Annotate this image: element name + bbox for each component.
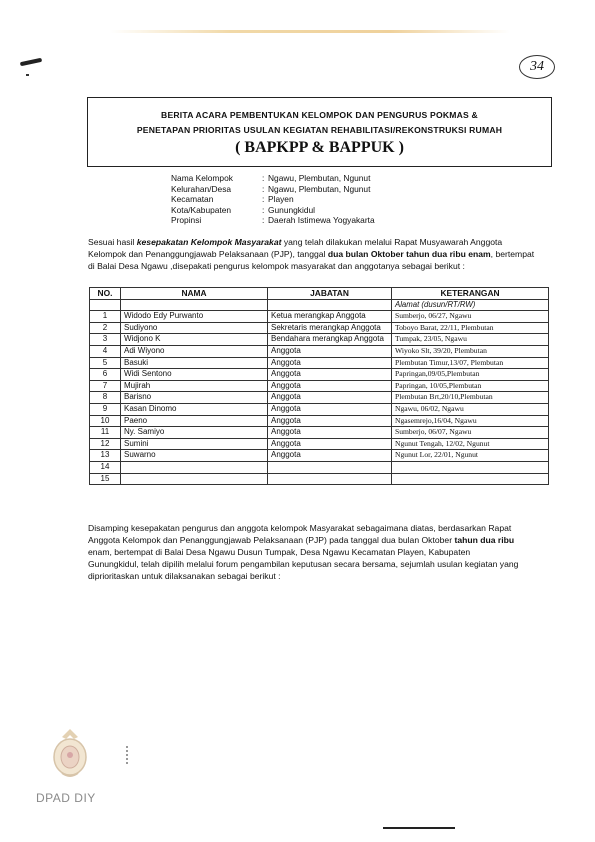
col-jabatan: JABATAN: [268, 288, 392, 300]
table-row: 15: [90, 473, 549, 485]
info-row: Propinsi : Daerah Istimewa Yogyakarta: [171, 215, 375, 225]
info-row: Nama Kelompok : Ngawu, Plembutan, Ngunut: [171, 173, 371, 183]
col-keterangan: KETERANGAN: [392, 288, 549, 300]
table-row: 14: [90, 461, 549, 473]
table-row: 3 Widjono K Bendahara merangkap Anggota Tumpak, 23/05, Ngawu: [90, 334, 549, 346]
group-info: [171, 173, 375, 226]
info-label: Kecamatan: [171, 194, 214, 204]
info-value: Ngawu, Plembutan, Ngunut: [268, 173, 371, 183]
title-line-1: BERITA ACARA PEMBENTUKAN KELOMPOK DAN PENGURUS POKMAS &: [161, 110, 478, 120]
info-label: Kota/Kabupaten: [171, 204, 232, 215]
col-nama: NAMA: [121, 288, 268, 300]
table-row: 12 Sumini Anggota Ngunut Tengah, 12/02, Ngunut: [90, 438, 549, 450]
table-row: 2 Sudiyono Sekretaris merangkap Anggota Toboyo Barat, 22/11, Plembutan: [90, 322, 549, 334]
info-value: Gunungkidul: [268, 204, 316, 215]
table-row: 10 Paeno Anggota Ngasemrejo,16/04, Ngawu: [90, 415, 549, 427]
subheader-alamat: Alamat (dusun/RT/RW): [392, 299, 549, 311]
info-value: Ngawu, Plembutan, Ngunut: [268, 183, 371, 194]
page-number: 34: [519, 55, 555, 79]
table-row: 11 Ny. Samiyo Anggota Sumberjo, 06/07, Ngawu: [90, 427, 549, 439]
table-row: 1 Widodo Edy Purwanto Ketua merangkap Anggota Sumberjo, 06/27, Ngawu: [90, 311, 549, 323]
members-table: [89, 287, 549, 485]
scan-artifact: [110, 30, 510, 33]
table-subheader-row: [90, 299, 549, 311]
info-value: Playen: [268, 194, 294, 204]
table-header-row: [90, 288, 549, 300]
table-row: 7 Mujirah Anggota Papringan, 10/05,Plembutan: [90, 380, 549, 392]
title-line-3: ( BAPKPP & BAPPUK ): [235, 139, 404, 156]
paragraph-1: Sesuai hasil kesepakatan Kelompok Masyarakat yang telah dilakukan melalui Rapat Musyawarah Anggota Kelompok dan Penanggungjawab Pelaksanaan (PJP), tanggal dua bulan Oktober tahun dua ribu enam, bertempat di Balai Desa Ngawu ,disepakati pengurus kelompok masyarakat dan anggotanya sebagai berikut :: [88, 237, 535, 271]
info-label: Kelurahan/Desa: [171, 183, 232, 194]
ink-dot: [26, 74, 29, 76]
info-value: Daerah Istimewa Yogyakarta: [268, 215, 375, 225]
ink-mark: [20, 58, 42, 66]
col-no: NO.: [90, 288, 121, 300]
info-row: Kelurahan/Desa : Ngawu, Plembutan, Ngunut: [171, 183, 371, 194]
coat-of-arms-logo: [48, 727, 92, 779]
title-line-2: PENETAPAN PRIORITAS USULAN KEGIATAN REHABILITASI/REKONSTRUKSI RUMAH: [136, 125, 503, 135]
table-row: 8 Barisno Anggota Plembutan Brt,20/10,Plembutan: [90, 392, 549, 404]
title-box: [87, 97, 552, 167]
info-row: Kecamatan : Playen: [171, 194, 294, 204]
footer-line: [383, 827, 455, 829]
paragraph-2: Disamping kesepakatan pengurus dan anggota kelompok Masyarakat sebagaimana diatas, berdasarkan Rapat Anggota Kelompok dan Penanggungjawab Pelaksanaan (PJP) pada tanggal dua bulan Oktober tahun dua ribu enam, bertempat di Balai Desa Ngawu Dusun Tumpak, Desa Ngawu Kecamatan Playen, Kabupaten Gunungkidul, telah dipilih melalui forum pengambilan keputusan secara bersama, sejumlah usulan kegiatan yang diprioritaskan untuk dilaksanakan sebagai berikut :: [88, 523, 519, 581]
scan-dots: [126, 746, 130, 764]
info-label: Nama Kelompok: [171, 173, 233, 183]
table-row: 4 Adi Wiyono Anggota Wiyoko Slt, 39/20, Plembutan: [90, 345, 549, 357]
table-row: 5 Basuki Anggota Plembutan Timur,13/07, Plembutan: [90, 357, 549, 369]
info-row: Kota/Kabupaten : Gunungkidul: [171, 204, 316, 215]
table-row: 6 Widi Sentono Anggota Papringan,09/05,Plembutan: [90, 369, 549, 381]
watermark: DPAD DIY: [36, 791, 96, 805]
table-row: 9 Kasan Dinomo Anggota Ngawu, 06/02, Ngawu: [90, 403, 549, 415]
info-label: Propinsi: [171, 215, 202, 225]
table-row: 13 Suwarno Anggota Ngunut Lor, 22/01, Ngunut: [90, 450, 549, 462]
